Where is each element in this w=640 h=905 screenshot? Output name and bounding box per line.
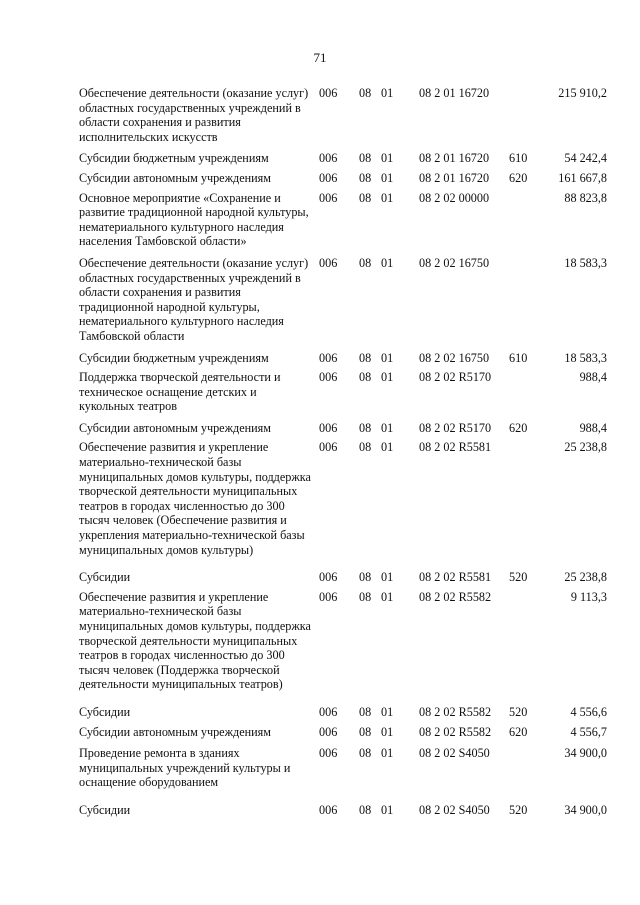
row-sum: 54 242,4 [564,151,607,166]
table-row [79,739,607,790]
row-ved: 006 [319,350,338,365]
row-name: Субсидии бюджетным учреждениям [79,350,269,365]
row-sum: 18 583,3 [564,255,607,270]
row-vr [509,186,539,249]
row-subsection: 01 [381,170,394,185]
row-ved: 006 [319,86,338,100]
row-sum: 4 556,6 [570,704,607,719]
row-ved: 006 [319,370,338,385]
table-row [79,186,607,249]
table-row [79,435,607,557]
row-subsection: 01 [381,724,394,739]
row-section: 08 [359,370,372,385]
row-vr: 620 [509,420,528,435]
row-vr [509,435,539,557]
row-subsection: 01 [381,746,394,761]
row-sum: 25 238,8 [564,440,607,455]
row-section: 08 [359,255,372,270]
row-subsection: 01 [381,370,394,385]
row-subsection: 01 [381,255,394,270]
row-vr: 620 [509,724,528,739]
row-vr [509,739,539,790]
row-section: 08 [359,151,372,166]
row-name: Субсидии [79,570,131,585]
row-csr: 08 2 02 R5582 [419,704,492,719]
table-row [79,365,607,414]
row-subsection: 01 [381,190,394,205]
row-name: Обеспечение развития и укрепление материально-технической базы муниципальных домов культуры, поддержка творческой деятельности муниципальных театров в городах численностью до 300 тысяч человек (Поддержка творческой деятельности муниципальных театров) [79,589,311,692]
row-ved: 006 [319,746,338,761]
row-ved: 006 [319,170,338,185]
row-section: 08 [359,570,372,585]
row-sum: 18 583,3 [564,350,607,365]
row-ved: 006 [319,190,338,205]
row-section: 08 [359,724,372,739]
table-row [79,557,607,585]
row-name: Субсидии [79,802,131,817]
row-name: Проведение ремонта в зданиях муниципальных учреждений культуры и оснащение оборудованием [79,746,291,790]
row-csr: 08 2 01 16720 [419,86,490,100]
row-sum: 34 900,0 [564,802,607,817]
table-row [79,720,607,740]
row-subsection: 01 [381,570,394,585]
row-ved: 006 [319,151,338,166]
row-sum: 4 556,7 [570,724,607,739]
table-row [79,585,607,692]
row-name: Субсидии автономным учреждениям [79,420,271,435]
row-subsection: 01 [381,589,394,604]
row-name: Обеспечение деятельности (оказание услуг) областных государственных учреждений в области сохранения и развития исполнительских искусств [79,86,309,144]
row-name: Субсидии автономным учреждениям [79,170,271,185]
row-ved: 006 [319,420,338,435]
row-section: 08 [359,86,372,100]
row-vr: 520 [509,802,528,817]
row-vr [509,249,539,344]
row-ved: 006 [319,255,338,270]
row-section: 08 [359,440,372,455]
row-section: 08 [359,170,372,185]
row-section: 08 [359,746,372,761]
row-sum: 9 113,3 [570,589,607,604]
row-subsection: 01 [381,440,394,455]
row-subsection: 01 [381,86,394,100]
row-vr: 520 [509,704,528,719]
table-row [79,166,607,186]
budget-table [79,86,607,818]
table-row [79,414,607,436]
row-csr: 08 2 02 R5581 [419,570,492,585]
row-subsection: 01 [381,350,394,365]
row-ved: 006 [319,589,338,604]
row-section: 08 [359,420,372,435]
row-csr: 08 2 02 R5170 [419,420,492,435]
row-csr: 08 2 02 00000 [419,190,490,205]
row-sum: 88 823,8 [564,190,607,205]
table-row [79,249,607,344]
row-csr: 08 2 02 R5170 [419,370,492,385]
page-number: 71 [313,50,327,65]
row-vr: 620 [509,170,528,185]
row-ved: 006 [319,440,338,455]
row-section: 08 [359,589,372,604]
row-sum: 988,4 [579,420,607,435]
table-row [79,790,607,818]
row-section: 08 [359,190,372,205]
row-sum: 161 667,8 [558,170,607,185]
row-csr: 08 2 02 S4050 [419,802,490,817]
table-row [79,344,607,366]
row-csr: 08 2 01 16720 [419,151,490,166]
row-vr [509,86,539,144]
row-csr: 08 2 02 R5582 [419,724,492,739]
row-ved: 006 [319,570,338,585]
row-name: Субсидии [79,704,131,719]
row-section: 08 [359,350,372,365]
row-csr: 08 2 02 16750 [419,350,490,365]
table-row [79,86,607,144]
row-vr: 520 [509,570,528,585]
row-vr [509,585,539,692]
row-ved: 006 [319,802,338,817]
row-name: Поддержка творческой деятельности и техническое оснащение детских и кукольных театров [79,370,281,414]
row-vr: 610 [509,350,528,365]
row-csr: 08 2 02 R5581 [419,440,492,455]
row-ved: 006 [319,724,338,739]
row-subsection: 01 [381,151,394,166]
row-vr: 610 [509,151,528,166]
row-name: Обеспечение деятельности (оказание услуг) областных государственных учреждений в области сохранения и развития традиционной народной культуры, нематериального культурного наследия Тамбовской области [79,255,309,343]
row-name: Субсидии бюджетным учреждениям [79,151,269,166]
row-sum: 988,4 [579,370,607,385]
table-row [79,144,607,166]
row-sum: 25 238,8 [564,570,607,585]
row-section: 08 [359,802,372,817]
row-csr: 08 2 02 16750 [419,255,490,270]
row-csr: 08 2 02 S4050 [419,746,490,761]
row-section: 08 [359,704,372,719]
row-csr: 08 2 02 R5582 [419,589,492,604]
row-subsection: 01 [381,420,394,435]
row-name: Субсидии автономным учреждениям [79,724,271,739]
row-name: Основное мероприятие «Сохранение и развитие традиционной народной культуры, нематериального культурного наследия населения Тамбовской области» [79,190,309,249]
row-subsection: 01 [381,704,394,719]
row-csr: 08 2 01 16720 [419,170,490,185]
table-row [79,692,607,720]
row-vr [509,365,539,414]
row-sum: 215 910,2 [558,86,607,100]
row-ved: 006 [319,704,338,719]
row-sum: 34 900,0 [564,746,607,761]
row-subsection: 01 [381,802,394,817]
row-name: Обеспечение развития и укрепление материально-технической базы муниципальных домов культуры, поддержка творческой деятельности муниципальных театров в городах численностью до 300 тысяч человек (Обеспечение развития и укрепления материально-технической базы муниципальных домов культуры) [79,440,311,557]
